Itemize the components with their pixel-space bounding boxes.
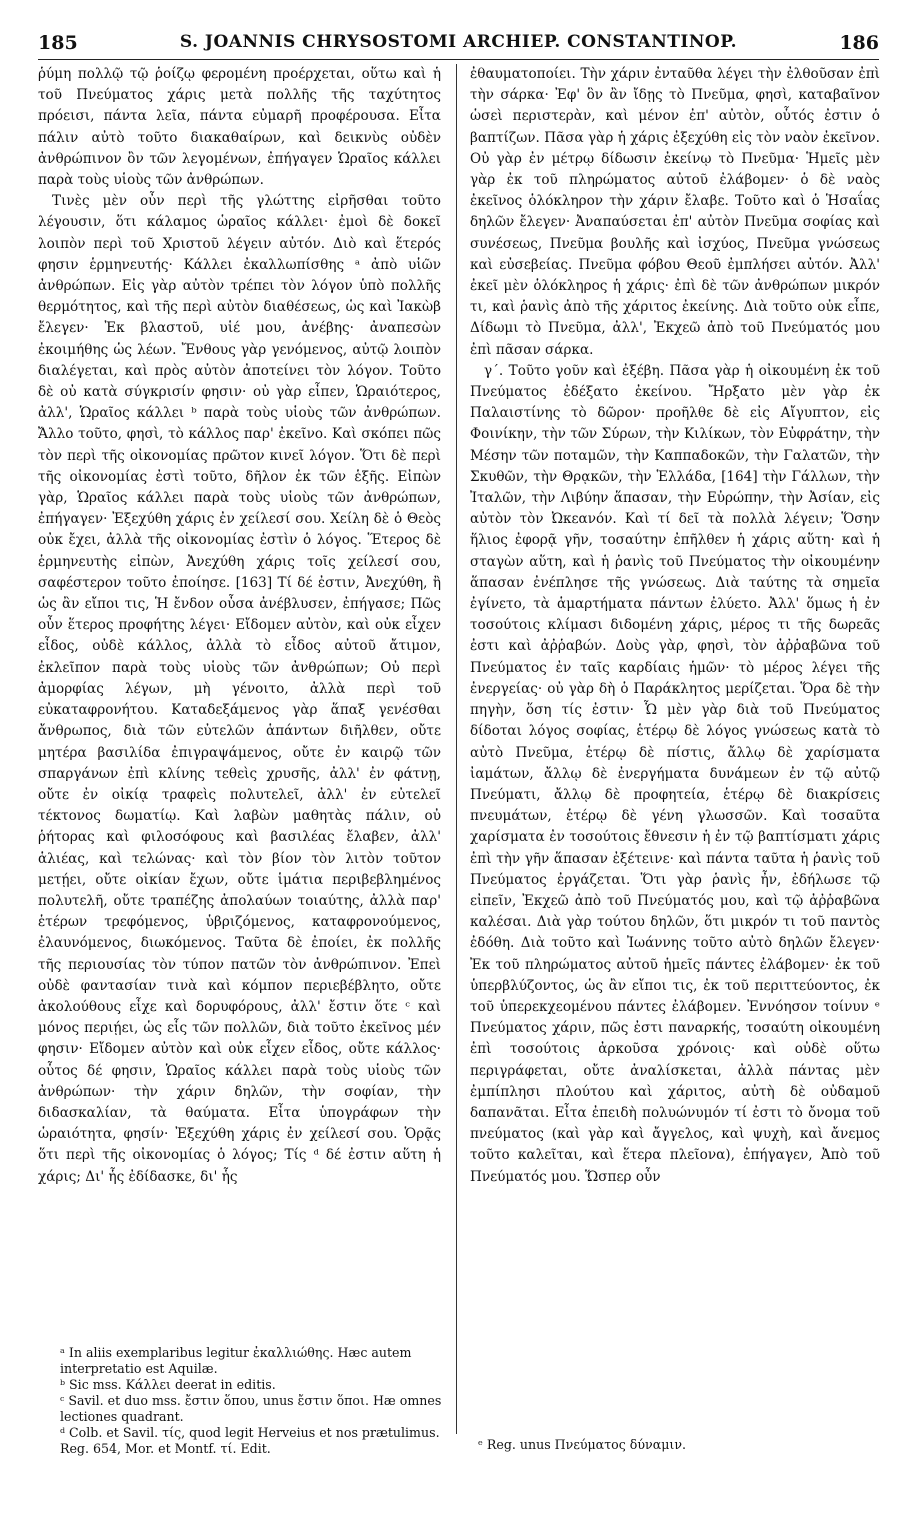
right-paragraph-1: ἐθαυματοποίει. Τὴν χάριν ἐνταῦθα λέγει τὴν ἐλθοῦσαν ἐπὶ τὴν σάρκα· Ἐφ' ὃν ἂν ἴδῃς τὸ Πνεῦμα, φησὶ, καταβαῖνον ὡσεὶ περιστερὰν, καὶ μένον ἐπ' αὐτὸν, οὗτός ἐστιν ὁ βαπτίζων. Πᾶσα γὰρ ἡ χάρις ἐξεχύθη εἰς τὸν ναὸν ἐκεῖνον. Οὐ γὰρ ἐν μέτρῳ δίδωσιν ἐκείνῳ τὸ Πνεῦμα· Ἡμεῖς μὲν γὰρ ἐκ τοῦ πληρώματος αὐτοῦ ἐλάβομεν· ὁ δὲ ναὸς ἐκεῖνος ὁλόκληρον τὴν χάριν ἔλαβε. Τοῦτο καὶ ὁ Ἡσαΐας δηλῶν ἔλεγεν· Ἀναπαύσεται ἐπ' αὐτὸν Πνεῦμα σοφίας καὶ συνέσεως, Πνεῦμα βουλῆς καὶ ἰσχύος, Πνεῦμα γνώσεως καὶ εὐσεβείας. Πνεῦμα φόβου Θεοῦ ἐμπλήσει αὐτόν. Ἀλλ' ἐκεῖ μὲν ὁλόκληρος ἡ χάρις· ἐπὶ δὲ τῶν ἀνθρώπων μικρόν τι, καὶ ῥανὶς ἀπὸ τῆς χάριτος ἐκείνης. Διὰ τοῦτο οὐκ εἶπε, Δίδωμι τὸ Πνεῦμα, ἀλλ', Ἐκχεῶ ἀπὸ τοῦ Πνεύματός μου ἐπὶ πᾶσαν σάρκα. (470, 66, 880, 358)
footnote-b: ᵇ Sic mss. Κάλλει deerat in editis. (60, 1377, 276, 1392)
running-title: S. JOANNIS CHRYSOSTOMI ARCHIEP. CONSTANTINOP. (179, 32, 738, 52)
page-number-left: 185 (38, 32, 78, 54)
header-rule (38, 59, 879, 60)
footnote-c: ᶜ Savil. et duo mss. ἔστιν ὅπου, unus ἔστιν ὅποι. Hæ omnes lectiones quadrant. (60, 1393, 442, 1424)
footnote-a: ᵃ In aliis exemplaribus legitur ἐκαλλιώθης. Hæc autem interpretatio est Aquilæ. (60, 1345, 412, 1376)
left-paragraph-2: Τινὲς μὲν οὖν περὶ τῆς γλώττης εἰρῆσθαι τοῦτο λέγουσιν, ὅτι κάλαμος ὡραῖος κάλλει· ἐμοὶ δὲ δοκεῖ λοιπὸν περὶ τοῦ Χριστοῦ λέγειν αὐτόν. Διὸ καὶ ἕτερός φησιν ἑρμηνευτής· Κάλλει ἐκαλλωπίσθης ᵃ ἀπὸ υἱῶν ἀνθρώπων. Εἰς γὰρ αὐτὸν τρέπει τὸν λόγον ὑπὸ πολλῆς θερμότητος, καὶ τῆς περὶ αὐτὸν διαθέσεως, ὡς καὶ Ἰακὼβ ἔλεγεν· Ἐκ βλαστοῦ, υἱέ μου, ἀνέβης· ἀναπεσὼν ἐκοιμήθης ὡς λέων. Ἔνθους γὰρ γενόμενος, αὐτῷ λοιπὸν διαλέγεται, καὶ πρὸς αὐτὸν ἀποτείνει τὸν λόγον. Τοῦτο δὲ οὐ κατὰ σύγκρισίν φησιν· οὐ γὰρ εἶπεν, Ὡραιότερος, ἀλλ', Ὡραῖος κάλλει ᵇ παρὰ τοὺς υἱοὺς τῶν ἀνθρώπων. Ἄλλο τοῦτο, φησὶ, τὸ κάλλος παρ' ἐκεῖνο. Καὶ σκόπει πῶς τὸν περὶ τῆς οἰκονομίας πρῶτον κινεῖ λόγον. Ὅτι δὲ περὶ τῆς οἰκονομίας ἐστὶ τοῦτο, δῆλον ἐκ τῶν ἑξῆς. Εἰπὼν γὰρ, Ὡραῖος κάλλει παρὰ τοὺς υἱοὺς τῶν ἀνθρώπων, ἐπήγαγεν· Ἐξεχύθη χάρις ἐν χείλεσί σου. Χείλη δὲ ὁ Θεὸς οὐκ ἔχει, ἀλλὰ τῆς οἰκονομίας ἐστὶν ὁ λόγος. Ἕτερος δὲ ἑρμηνευτὴς εἰπὼν, Ἀνεχύθη χάρις τοῖς χείλεσί σου, σαφέστερον τοῦτο ἐποίησε. [163] Τί δέ ἐστιν, Ἀνεχύθη, ἢ ὡς ἂν εἴποι τις, Ἡ ἔνδον οὖσα ἀνέβλυσεν, ἐπήγασε; Πῶς οὖν ἕτερος προφήτης λέγει· Εἴδομεν αὐτὸν, καὶ οὐκ εἶχεν εἶδος, οὐδὲ κάλλος, ἀλλὰ τὸ εἶδος αὐτοῦ ἄτιμον, ἐκλεῖπον παρὰ τοὺς υἱοὺς τῶν ἀνθρώπων; Οὐ περὶ ἀμορφίας λέγων, μὴ γένοιτο, ἀλλὰ περὶ τοῦ εὐκαταφρονήτου. Καταδεξάμενος γὰρ ἅπαξ γενέσθαι ἄνθρωπος, διὰ τῶν εὐτελῶν ἁπάντων διῆλθεν, οὔτε μητέρα βασιλίδα ἐπιγραψάμενος, οὔτε ἐν καιρῷ τῶν σπαργάνων ἐπὶ κλίνης τεθεὶς χρυσῆς, ἀλλ' ἐν φάτνῃ, οὔτε ἐν οἰκίᾳ τραφεὶς πολυτελεῖ, ἀλλ' ἐν εὐτελεῖ τέκτονος δωματίῳ. Καὶ λαβὼν μαθητὰς πάλιν, οὐ ῥήτορας καὶ φιλοσόφους καὶ βασιλέας ἔλαβεν, ἀλλ' ἁλιέας, καὶ τελώνας· καὶ τὸν βίον τὸν λιτὸν τοῦτον μετῄει, οὔτε οἰκίαν ἔχων, οὔτε ἱμάτια περιβεβλημένος πολυτελῆ, οὔτε τραπέζης ἀπολαύων τοιαύτης, ἀλλὰ παρ' ἑτέρων τρεφόμενος, ὑβριζόμενος, καταφρονούμενος, ἐλαυνόμενος, διωκόμενος. Ταῦτα δὲ ἐποίει, ἐκ πολλῆς τῆς περιουσίας τὸν τύπον πατῶν τὸν ἀνθρώπινον. Ἐπεὶ οὐδὲ φαντασίαν τινὰ καὶ κόμπον περιεβέβλητο, οὔτε ἀκολούθους εἶχε καὶ δορυφόρους, ἀλλ' ἔστιν ὅτε ᶜ καὶ μόνος περιῄει, ὡς εἷς τῶν πολλῶν, διὰ τοῦτο ἐκεῖνος μέν φησιν· Εἴδομεν αὐτὸν καὶ οὐκ εἶχεν εἶδος, οὔτε κάλλος· οὗτος δέ φησιν, Ὡραῖος κάλλει παρὰ τοὺς υἱοὺς τῶν ἀνθρώπων· τὴν χάριν δηλῶν, τὴν σοφίαν, τὴν διδασκαλίαν, τὰ θαύματα. Εἶτα ὑπογράφων τὴν ὡραιότητα, φησίν· Ἐξεχύθη χάρις ἐν χείλεσί σου. Ὁρᾷς ὅτι περὶ τῆς οἰκονομίας ὁ λόγος; Τίς ᵈ δέ ἐστιν αὕτη ἡ χάρις; Δι' ἧς ἐδίδασκε, δι' ἧς (38, 193, 441, 1185)
footnote-e: ᵉ Reg. unus Πνεύματος δύναμιν. (478, 1437, 686, 1452)
footnote-d: ᵈ Colb. et Savil. τίς, quod legit Herveius et nos prætulimus. Reg. 654, Mor. et Montf. τί. Edit. (60, 1425, 440, 1456)
right-paragraph-2: γ΄. Τοῦτο γοῦν καὶ ἐξέβη. Πᾶσα γὰρ ἡ οἰκουμένη ἐκ τοῦ Πνεύματος ἐδέξατο ἐκείνου. Ἤρξατο μὲν γὰρ ἐκ Παλαιστίνης τὸ δῶρον· προῆλθε δὲ εἰς Αἴγυπτον, εἰς Φοινίκην, τὴν τῶν Σύρων, τὴν Κιλίκων, τὸν Εὐφράτην, τὴν Μέσην τῶν ποταμῶν, τὴν Καππαδοκῶν, τὴν Γαλατῶν, τὴν Σκυθῶν, τὴν Θρᾳκῶν, τὴν Ἑλλάδα, [164] τὴν Γάλλων, τὴν Ἰταλῶν, τὴν Λιβύην ἅπασαν, τὴν Εὐρώπην, τὴν Ἀσίαν, εἰς αὐτὸν τὸν Ὠκεανόν. Καὶ τί δεῖ τὰ πολλὰ λέγειν; Ὅσην ἥλιος ἐφορᾷ γῆν, τοσαύτην ἐπῆλθεν ἡ χάρις αὕτη· καὶ ἡ σταγὼν αὕτη, καὶ ἡ ῥανὶς τοῦ Πνεύματος τὴν οἰκουμένην ἅπασαν ἐνέπλησε τῆς γνώσεως. Διὰ ταύτης τὰ σημεῖα ἐγίνετο, τὰ ἁμαρτήματα πάντων ἐλύετο. Ἀλλ' ὅμως ἡ ἐν τοσούτοις κλίμασι διδομένη χάρις, μέρος τι τῆς δωρεᾶς ἐστι καὶ ἀῤῥαβών. Δοὺς γὰρ, φησὶ, τὸν ἀῤῥαβῶνα τοῦ Πνεύματος ἐν ταῖς καρδίαις ἡμῶν· τὸ μέρος λέγει τῆς ἐνεργείας· οὐ γὰρ δὴ ὁ Παράκλητος μερίζεται. Ὅρα δὲ τὴν πηγὴν, ὅση τίς ἐστιν· Ὧ μὲν γὰρ διὰ τοῦ Πνεύματος δίδοται λόγος σοφίας, ἑτέρῳ δὲ λόγος γνώσεως κατὰ τὸ αὐτὸ Πνεῦμα, ἑτέρῳ δὲ πίστις, ἄλλῳ δὲ χαρίσματα ἰαμάτων, ἄλλῳ δὲ ἐνεργήματα δυνάμεων ἐν τῷ αὐτῷ Πνεύματι, ἄλλῳ δὲ προφητεία, ἑτέρῳ δὲ διακρίσεις πνευμάτων, ἑτέρῳ δὲ γένη γλωσσῶν. Καὶ τοσαῦτα χαρίσματα ἐν τοσούτοις ἔθνεσιν ἡ ἐν τῷ βαπτίσματι χάρις ἐπὶ τὴν γῆν ἅπασαν ἐξέτεινε· καὶ πάντα ταῦτα ἡ ῥανὶς τοῦ Πνεύματος ἐργάζεται. Ὅτι γὰρ ῥανὶς ἦν, ἐδήλωσε τῷ εἰπεῖν, Ἐκχεῶ ἀπὸ τοῦ Πνεύματός μου, καὶ τῷ ἀῤῥαβῶνα καλέσαι. Διὰ γὰρ τούτου δηλῶν, ὅτι μικρόν τι τοῦ παντὸς ἐδόθη. Διὰ τοῦτο καὶ Ἰωάννης τοῦτο αὐτὸ δηλῶν ἔλεγεν· Ἐκ τοῦ πληρώματος αὐτοῦ ἡμεῖς πάντες ἐλάβομεν· ἐκ τοῦ ὑπερβλύζοντος, ὡς ἂν εἴποι τις, ἐκ τοῦ περιττεύοντος, ἐκ τοῦ ὑπερεκχεομένου πάντες ἐλάβομεν. Ἐννόησον τοίνυν ᵉ Πνεύματος χάριν, πῶς ἐστι παναρκής, τοσαύτη οἰκουμένη ἐπὶ τοσούτοις ἀρκοῦσα χρόνοις· καὶ οὐδὲ οὕτω περιγράφεται, οὔτε ἀναλίσκεται, ἀλλὰ πάντας μὲν ἐμπίπλησι πλούτου καὶ χάριτος, αὐτὴ δὲ οὐδαμοῦ δαπανᾶται. Εἶτα ἐπειδὴ πολυώνυμόν τί ἐστι τὸ ὄνομα τοῦ πνεύματος (καὶ γὰρ καὶ ἄγγελος, καὶ ψυχὴ, καὶ ἄνεμος τοῦτο καλεῖται, καὶ ἕτερα πλεῖονα), ἐπήγαγεν, Ἀπὸ τοῦ Πνεύματός μου. Ὥσπερ οὖν (470, 362, 880, 1185)
left-paragraph-1: ῥύμη πολλῷ τῷ ῥοίζῳ φερομένη προέρχεται, οὕτω καὶ ἡ τοῦ Πνεύματος χάρις μετὰ πολλῆς τῆς ταχύτητος πρόεισι, πάντα λεῖα, πάντα εὐμαρῆ προφέρουσα. Εἶτα πάλιν αὐτὸ τοῦτο διακαθαίρων, καὶ δεικνὺς οὐδὲν ἀνθρώπινον ὂν τῶν λεγομένων, ἐπήγαγεν Ὡραῖος κάλλει παρὰ τοὺς υἱοὺς τῶν ἀνθρώπων. (38, 66, 441, 189)
footnotes-left (60, 1345, 442, 1457)
column-divider (456, 64, 457, 1434)
footnotes-right (478, 1437, 880, 1453)
page-number-right: 186 (839, 32, 879, 54)
left-column (38, 64, 441, 1324)
page-header (38, 32, 879, 58)
right-column (470, 64, 880, 1424)
